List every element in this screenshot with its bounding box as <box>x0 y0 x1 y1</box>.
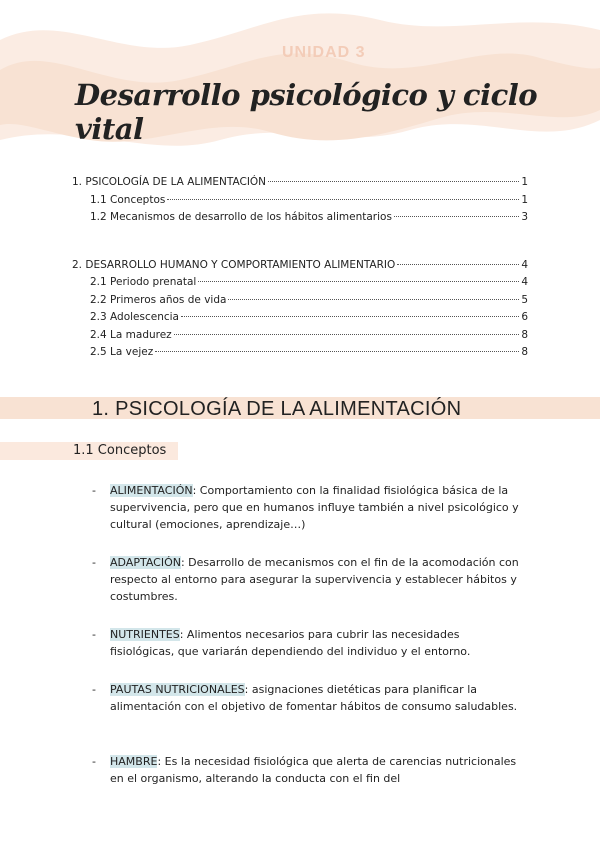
toc-label: 2.2 Primeros años de vida <box>90 293 227 306</box>
toc-entry-2-4[interactable] <box>72 329 528 347</box>
concept-term: ADAPTACIÓN <box>110 556 181 569</box>
concept-term: NUTRIENTES <box>110 628 180 641</box>
list-dash: - <box>92 484 96 497</box>
page-title: Desarrollo psicológico y ciclo vital <box>75 78 538 146</box>
toc-page: 4 <box>521 258 528 271</box>
toc-leader <box>198 281 519 282</box>
concept-definition: : Es la necesidad fisiológica que alerta de carencias nutricionales en el organismo, alterando la conducta con el fin del <box>110 755 517 785</box>
toc-leader <box>268 181 519 182</box>
toc-entry-section-2[interactable] <box>72 259 528 277</box>
toc-leader <box>394 216 519 217</box>
concept-definition: : asignaciones dietéticas para planificar la alimentación con el objetivo de fomentar hábitos de consumo saludables. <box>110 683 518 713</box>
concept-definition: : Alimentos necesarios para cubrir las necesidades fisiológicas, que variarán dependiendo del individuo y el entorno. <box>110 628 471 658</box>
toc-leader <box>167 199 519 200</box>
toc-entry-2-1[interactable] <box>72 276 528 294</box>
toc-leader <box>181 316 519 317</box>
unit-label: UNIDAD 3 <box>282 44 366 61</box>
toc-label: 2.5 La vejez <box>90 346 154 358</box>
toc-label: 1.1 Conceptos <box>90 193 166 206</box>
toc-entry-1-2[interactable] <box>72 211 528 229</box>
toc-label: 2.1 Periodo prenatal <box>90 276 197 288</box>
toc-label: 2.3 Adolescencia <box>90 311 179 323</box>
list-dash: - <box>92 683 96 696</box>
toc-leader <box>228 299 519 300</box>
toc-entry-2-3[interactable] <box>72 311 528 329</box>
toc-entry-1-1[interactable] <box>72 194 528 212</box>
toc-entry-2-5[interactable] <box>72 346 528 364</box>
toc-label: 1.2 Mecanismos de desarrollo de los hábitos alimentarios <box>90 211 392 223</box>
toc-page: 4 <box>521 276 528 288</box>
concept-term: PAUTAS NUTRICIONALES <box>110 683 245 696</box>
toc-entry-section-1[interactable] <box>72 176 528 194</box>
concept-item-alimentacion <box>92 482 522 533</box>
concept-item-pautas-nutricionales <box>92 681 522 715</box>
concept-term: ALIMENTACIÓN <box>110 484 193 497</box>
list-dash: - <box>92 556 96 569</box>
toc-label: 1. PSICOLOGÍA DE LA ALIMENTACIÓN <box>72 176 267 188</box>
toc-leader <box>397 264 519 265</box>
concept-definition: : Desarrollo de mecanismos con el fin de la acomodación con respecto al entorno para asegurar la supervivencia y establecer hábitos y costumbres. <box>110 556 519 603</box>
toc-page: 8 <box>521 328 528 341</box>
toc-leader <box>174 334 520 335</box>
toc-leader <box>155 351 519 352</box>
toc-page: 6 <box>521 311 528 323</box>
concept-list <box>92 482 522 787</box>
table-of-contents <box>72 176 528 364</box>
toc-page: 8 <box>521 346 528 358</box>
toc-label: 2. DESARROLLO HUMANO Y COMPORTAMIENTO ALIMENTARIO <box>72 258 396 271</box>
section-heading: 1. PSICOLOGÍA DE LA ALIMENTACIÓN <box>92 398 462 420</box>
concept-item-adaptacion <box>92 554 522 605</box>
toc-page: 1 <box>521 193 528 206</box>
toc-label: 2.4 La madurez <box>90 328 172 341</box>
list-dash: - <box>92 755 96 768</box>
toc-page: 3 <box>521 211 528 223</box>
concept-item-nutrientes <box>92 626 522 660</box>
toc-entry-2-2[interactable] <box>72 294 528 312</box>
toc-page: 1 <box>521 176 528 188</box>
concept-term: HAMBRE <box>110 755 158 768</box>
toc-page: 5 <box>521 293 528 306</box>
concept-definition: : Comportamiento con la finalidad fisiológica básica de la supervivencia, pero que en humanos influye también a nivel psicológico y cultural (emociones, aprendizaje…) <box>110 484 519 531</box>
subsection-heading: 1.1 Conceptos <box>73 443 167 458</box>
concept-item-hambre <box>92 753 522 787</box>
list-dash: - <box>92 628 96 641</box>
toc-spacer <box>72 229 528 259</box>
